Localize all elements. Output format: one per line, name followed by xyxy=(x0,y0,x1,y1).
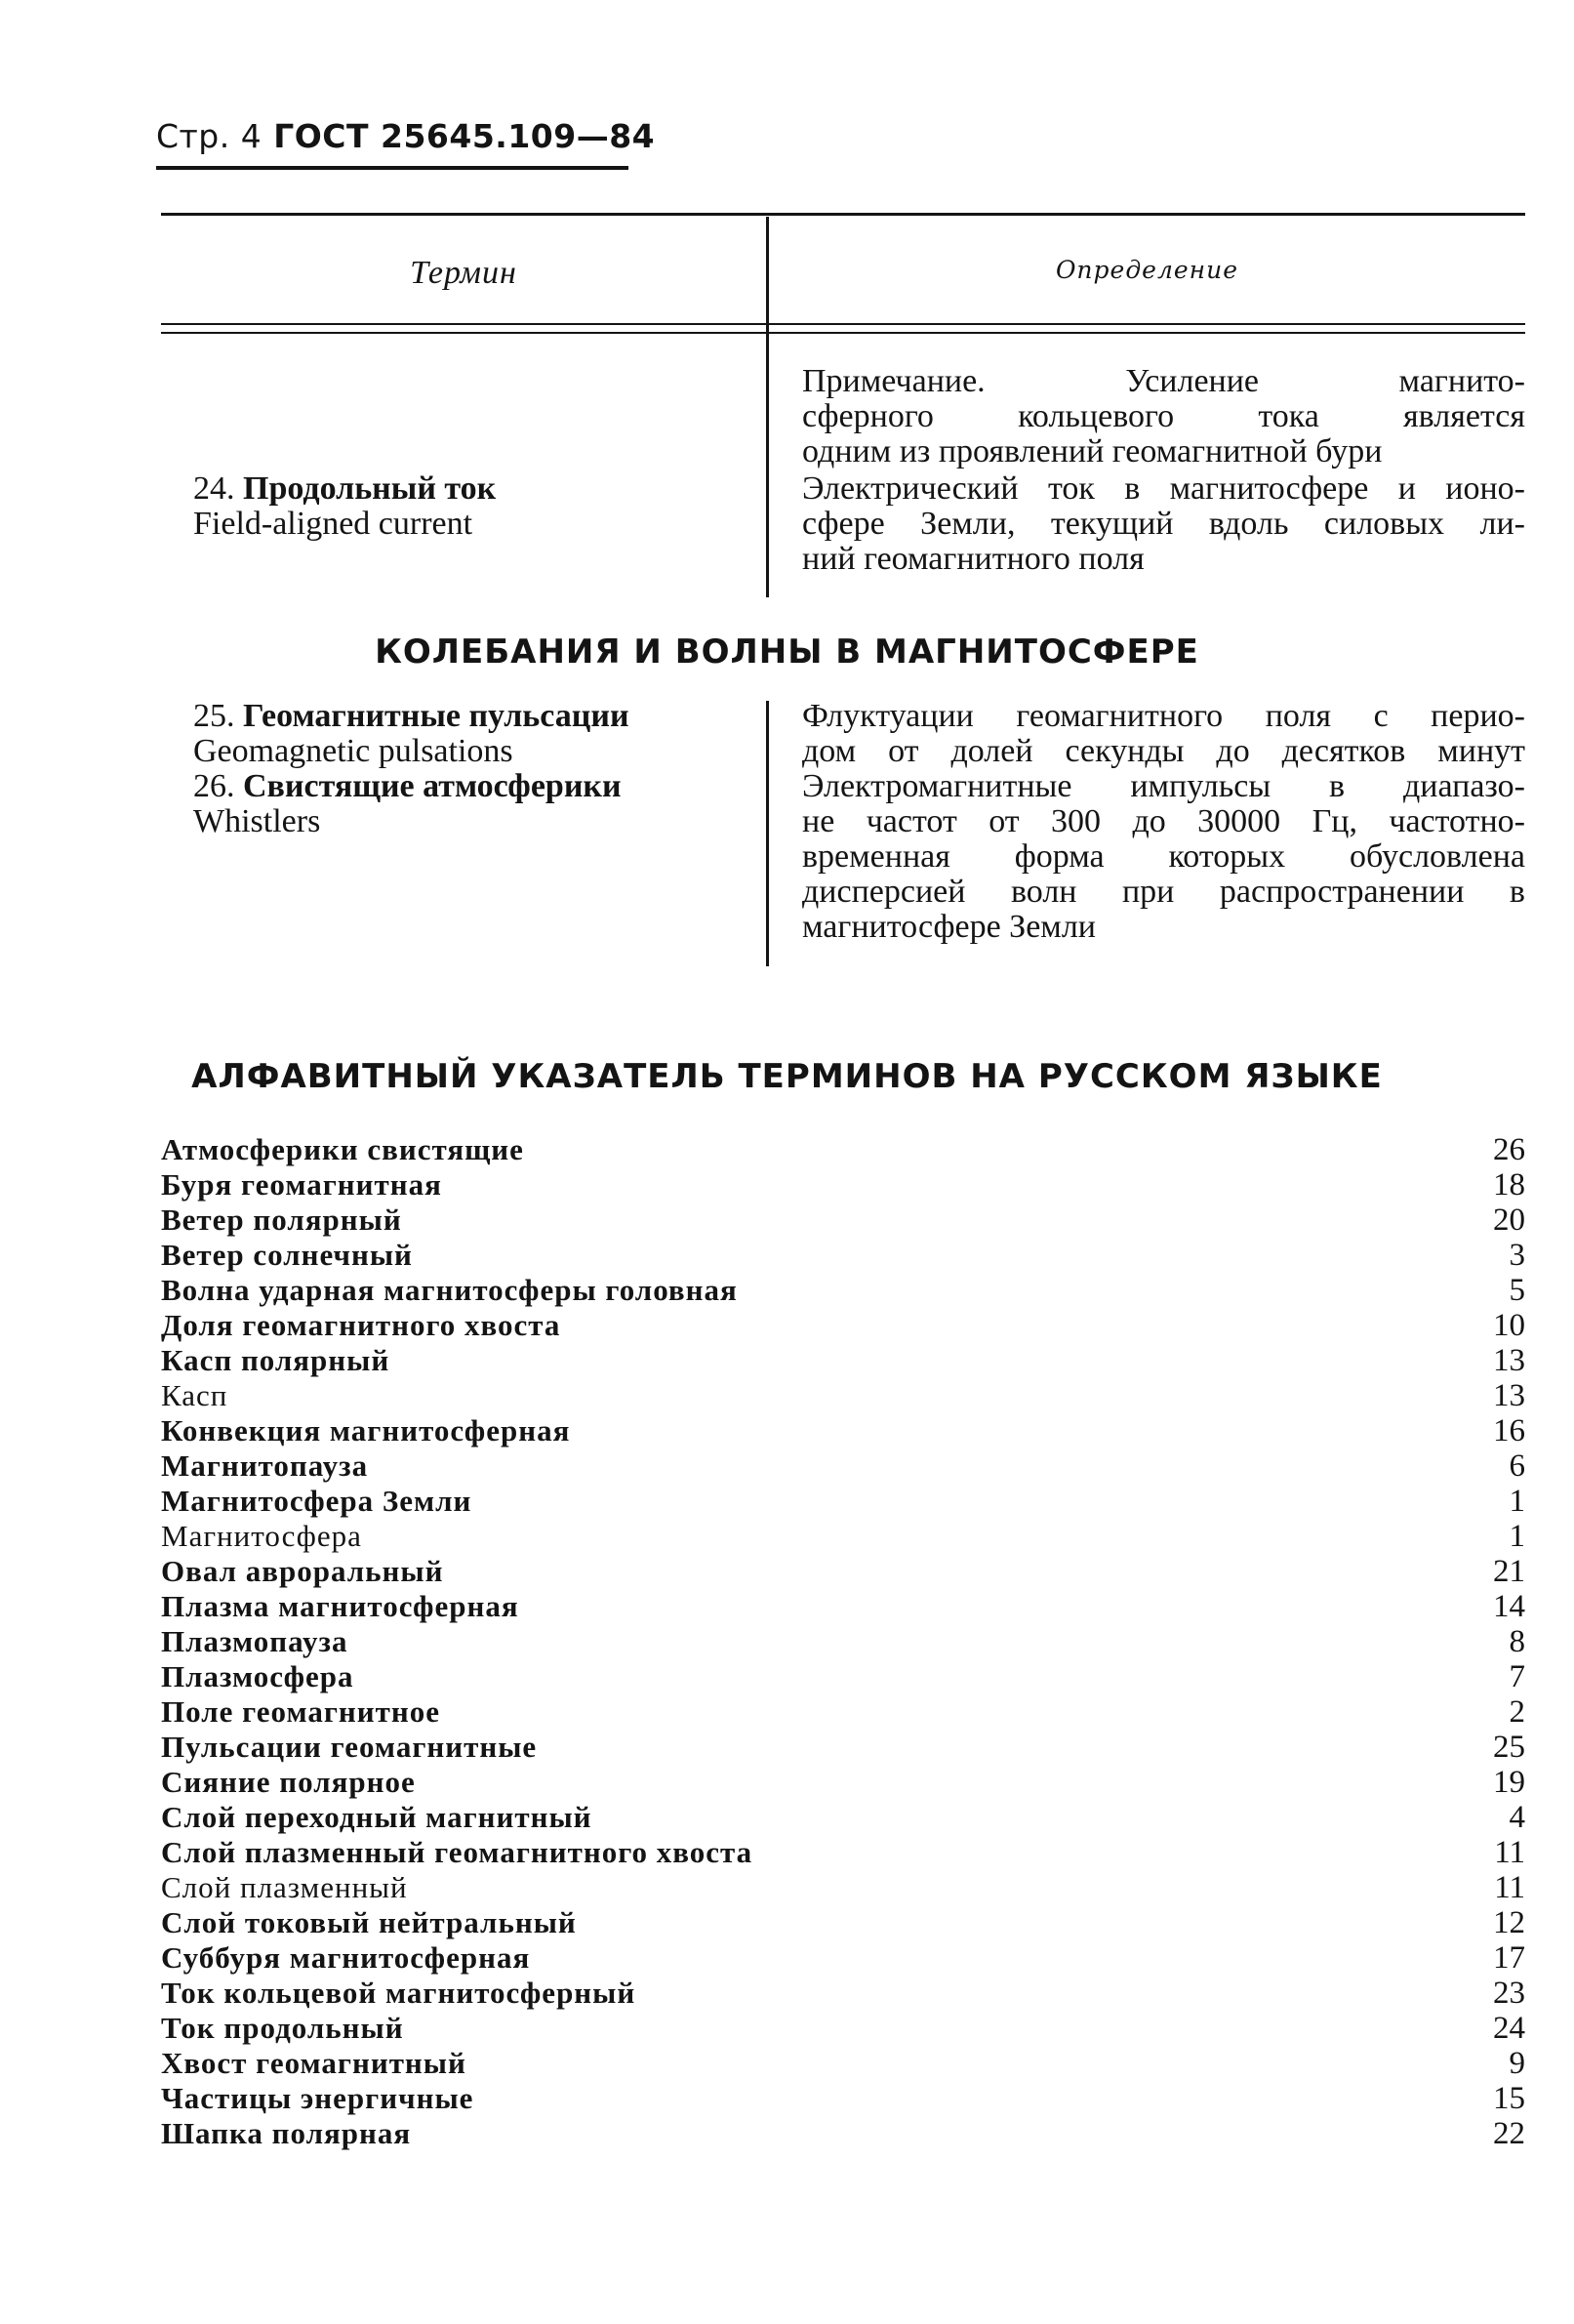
index-term-number: 8 xyxy=(1509,1624,1525,1659)
page-header xyxy=(156,117,655,155)
term-english: Field-aligned current xyxy=(193,506,473,542)
index-term: Атмосферики свистящие xyxy=(161,1132,524,1166)
index-row xyxy=(161,1800,1525,1835)
index-term: Доля геомагнитного хвоста xyxy=(161,1308,561,1342)
index-row xyxy=(161,1238,1525,1273)
definition-line: Электрический ток в магнитосфере и ионо- xyxy=(802,470,1525,507)
index-row xyxy=(161,2116,1525,2151)
index-row xyxy=(161,2081,1525,2116)
index-row xyxy=(161,1448,1525,1484)
definition-26 xyxy=(802,769,1525,945)
index-term: Суббуря магнитосферная xyxy=(161,1940,531,1975)
definition-line: ний геомагнитного поля xyxy=(802,541,1145,577)
index-term-number: 9 xyxy=(1509,2046,1525,2081)
definition-line: дом от долей секунды до десятков минут xyxy=(802,733,1525,769)
term-russian: Продольный ток xyxy=(243,470,497,507)
index-term: Касп xyxy=(161,1378,228,1412)
index-term-number: 14 xyxy=(1493,1589,1525,1624)
index-row xyxy=(161,1308,1525,1343)
definition-line: временная форма которых обусловлена xyxy=(802,838,1525,875)
index-term: Ток кольцевой магнитосферный xyxy=(161,1976,636,2010)
index-term: Волна ударная магнитосферы головная xyxy=(161,1273,738,1307)
index-term-number: 22 xyxy=(1493,2116,1525,2151)
index-term: Слой токовый нейтральный xyxy=(161,1905,577,1939)
index-row xyxy=(161,1554,1525,1589)
index-row xyxy=(161,1589,1525,1624)
note-line: одним из проявлений геомагнитной бури xyxy=(802,433,1383,469)
index-row xyxy=(161,1378,1525,1413)
index-term-number: 11 xyxy=(1494,1835,1525,1870)
index-term-number: 11 xyxy=(1494,1870,1525,1905)
index-term-number: 13 xyxy=(1493,1343,1525,1378)
index-term-number: 24 xyxy=(1493,2011,1525,2046)
definition-24 xyxy=(802,471,1525,577)
index-term: Плазмосфера xyxy=(161,1659,354,1693)
index-term-number: 5 xyxy=(1509,1273,1525,1308)
table-top-rule xyxy=(161,213,1525,216)
index-term-number: 4 xyxy=(1509,1800,1525,1835)
index-row xyxy=(161,1659,1525,1694)
index-row xyxy=(161,1484,1525,1519)
term-number: 26. xyxy=(193,768,235,804)
index-row xyxy=(161,1132,1525,1167)
index-term-number: 21 xyxy=(1493,1554,1525,1589)
column-header-term: Термин xyxy=(410,255,517,291)
index-term-number: 25 xyxy=(1493,1730,1525,1765)
index-row xyxy=(161,1203,1525,1238)
index-term: Магнитопауза xyxy=(161,1448,369,1483)
index-term-number: 20 xyxy=(1493,1203,1525,1238)
term-english: Geomagnetic pulsations xyxy=(193,733,513,769)
index-row xyxy=(161,1765,1525,1800)
definition-25 xyxy=(802,699,1525,769)
term-number: 25. xyxy=(193,698,235,734)
index-term: Конвекция магнитосферная xyxy=(161,1413,571,1447)
index-term-number: 17 xyxy=(1493,1940,1525,1976)
index-row xyxy=(161,1730,1525,1765)
term-number: 24. xyxy=(193,470,235,507)
index-row xyxy=(161,1976,1525,2011)
index-row xyxy=(161,1273,1525,1308)
column-header-definition: Определение xyxy=(1055,256,1239,284)
index-term: Хвост геомагнитный xyxy=(161,2046,466,2080)
index-term: Шапка полярная xyxy=(161,2116,412,2150)
index-term-number: 7 xyxy=(1509,1659,1525,1694)
index-row xyxy=(161,1870,1525,1905)
index-term: Поле геомагнитное xyxy=(161,1694,440,1729)
index-row xyxy=(161,1413,1525,1448)
index-term-number: 1 xyxy=(1509,1484,1525,1519)
table-header-rule-double xyxy=(161,332,1525,334)
definition-line: сфере Земли, текущий вдоль силовых ли- xyxy=(802,506,1525,542)
index-term: Слой плазменный xyxy=(161,1870,408,1904)
index-term: Плазмопауза xyxy=(161,1624,348,1658)
index-term: Ток продольный xyxy=(161,2011,404,2045)
term-russian: Геомагнитные пульсации xyxy=(243,698,629,734)
index-row xyxy=(161,1519,1525,1554)
index-term-number: 3 xyxy=(1509,1238,1525,1273)
index-row xyxy=(161,1343,1525,1378)
index-term: Пульсации геомагнитные xyxy=(161,1730,538,1764)
index-term-number: 12 xyxy=(1493,1905,1525,1940)
index-row xyxy=(161,1905,1525,1940)
index-term: Овал авроральный xyxy=(161,1554,444,1588)
term-entry-24 xyxy=(193,471,496,542)
index-term-number: 19 xyxy=(1493,1765,1525,1800)
index-term-number: 26 xyxy=(1493,1132,1525,1167)
index-term-number: 2 xyxy=(1509,1694,1525,1730)
definition-line: дисперсией волн при распространении в xyxy=(802,874,1525,910)
index-row xyxy=(161,1167,1525,1203)
note-line: Примечание. Усиление магнито- xyxy=(802,363,1525,399)
index-term: Слой плазменный геомагнитного хвоста xyxy=(161,1835,753,1869)
index-title: АЛФАВИТНЫЙ УКАЗАТЕЛЬ ТЕРМИНОВ НА РУССКОМ ЯЗЫКЕ xyxy=(191,1057,1383,1096)
index-term: Буря геомагнитная xyxy=(161,1167,442,1202)
index-row xyxy=(161,1940,1525,1976)
index-row xyxy=(161,2046,1525,2081)
index-term: Ветер солнечный xyxy=(161,1238,413,1272)
index-term: Слой переходный магнитный xyxy=(161,1800,592,1834)
term-entry-26 xyxy=(193,769,622,839)
index-term: Частицы энергичные xyxy=(161,2081,474,2115)
table-header-rule xyxy=(161,323,1525,325)
index-term-number: 10 xyxy=(1493,1308,1525,1343)
definition-line: Электромагнитные импульсы в диапазо- xyxy=(802,768,1525,804)
term-entry-25 xyxy=(193,699,629,769)
header-rule xyxy=(156,166,628,170)
index-term-number: 15 xyxy=(1493,2081,1525,2116)
definition-line: Флуктуации геомагнитного поля с перио- xyxy=(802,698,1525,734)
index-term: Ветер полярный xyxy=(161,1203,402,1237)
index-term-number: 18 xyxy=(1493,1167,1525,1203)
index-term: Сияние полярное xyxy=(161,1765,416,1799)
index-row xyxy=(161,2011,1525,2046)
term-russian: Свистящие атмосферики xyxy=(243,768,622,804)
index-term: Магнитосфера xyxy=(161,1519,362,1553)
index-row xyxy=(161,1694,1525,1730)
index-row xyxy=(161,1624,1525,1659)
term-english: Whistlers xyxy=(193,803,321,839)
index-row xyxy=(161,1835,1525,1870)
index-term-number: 1 xyxy=(1509,1519,1525,1554)
index-term: Касп полярный xyxy=(161,1343,390,1377)
index-term-number: 16 xyxy=(1493,1413,1525,1448)
index-term: Магнитосфера Земли xyxy=(161,1484,472,1518)
section-title: КОЛЕБАНИЯ И ВОЛНЫ В МАГНИТОСФЕРЕ xyxy=(375,632,1199,672)
index-term: Плазма магнитосферная xyxy=(161,1589,519,1623)
definition-line: магнитосфере Земли xyxy=(802,909,1096,945)
note-line: сферного кольцевого тока является xyxy=(802,398,1525,434)
page-number-label: Стр. 4 xyxy=(156,117,262,155)
index-term-number: 23 xyxy=(1493,1976,1525,2011)
index-term-number: 6 xyxy=(1509,1448,1525,1484)
index-term-number: 13 xyxy=(1493,1378,1525,1413)
note-definition xyxy=(802,364,1525,469)
table-column-divider xyxy=(766,701,769,966)
definition-line: не частот от 300 до 30000 Гц, частотно- xyxy=(802,803,1525,839)
table-column-divider xyxy=(766,217,769,597)
gost-number: ГОСТ 25645.109—84 xyxy=(273,117,656,155)
